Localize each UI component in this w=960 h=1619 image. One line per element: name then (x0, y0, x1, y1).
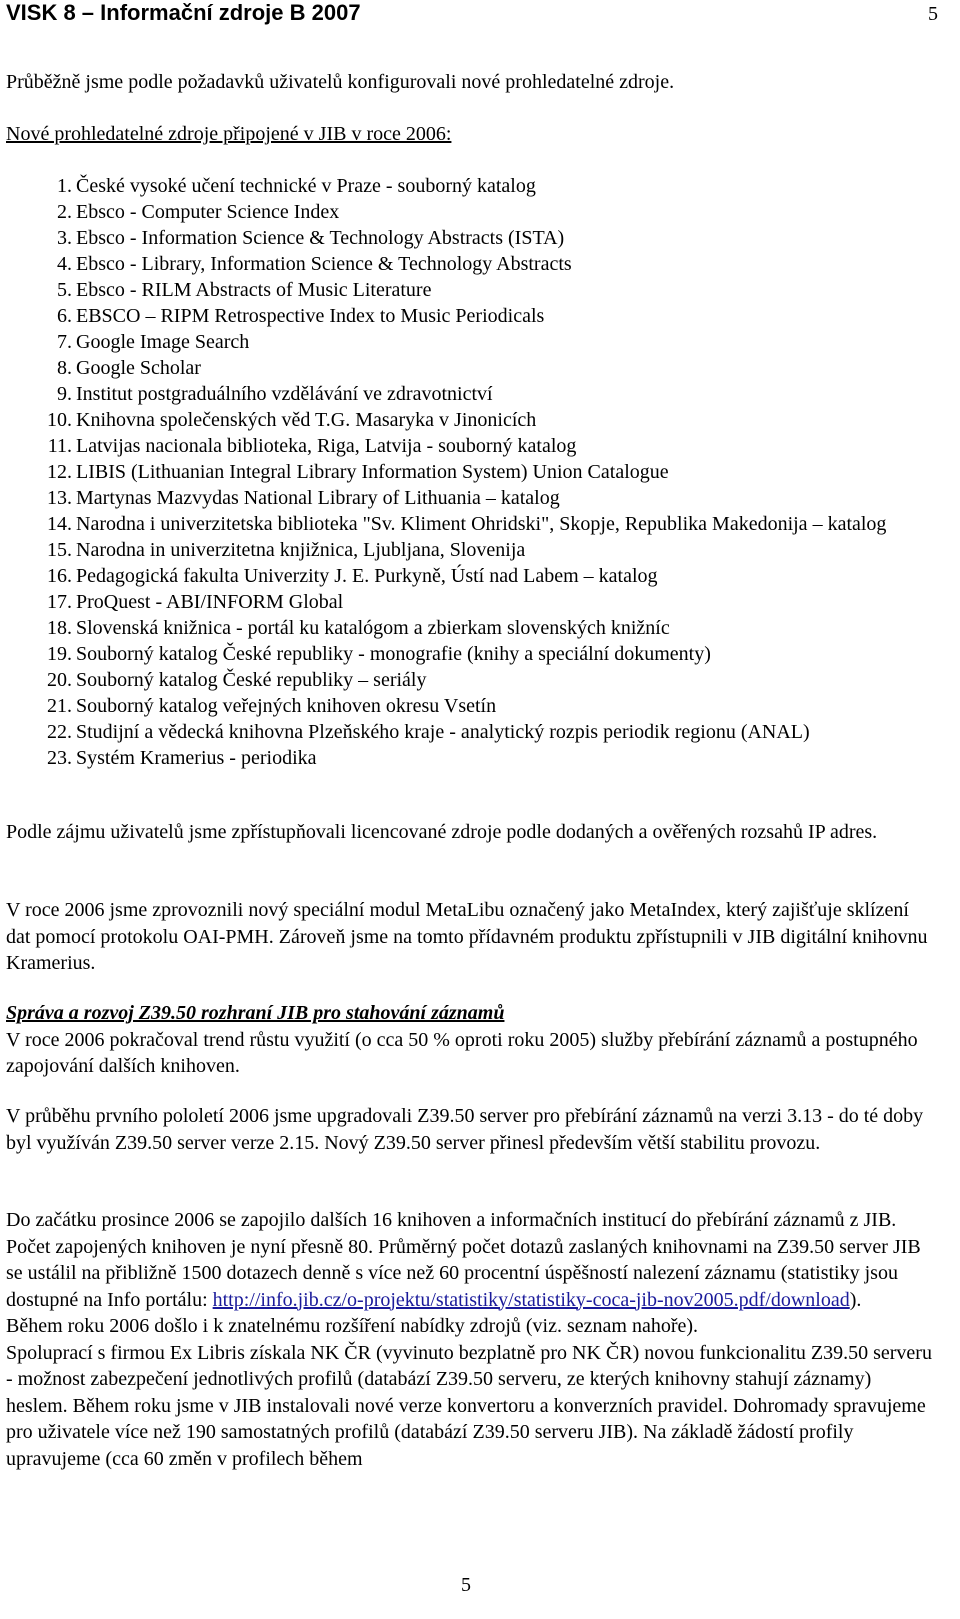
list-heading: Nové prohledatelné zdroje připojené v JIB v roce 2006: (6, 123, 452, 145)
list-item-text: Latvijas nacionala biblioteka, Riga, Latvija - souborný katalog (76, 435, 577, 457)
statistics-block (6, 1207, 936, 1472)
list-item-text: Ebsco - Information Science & Technology Abstracts (ISTA) (76, 227, 565, 249)
trend-paragraph: V roce 2006 pokračoval trend růstu využití (o cca 50 % oproti roku 2005) služby přebírání záznamů a postupného zapojování dalších knihoven. (6, 1028, 918, 1077)
footer-page-number: 5 (461, 1574, 471, 1596)
sources-list (0, 173, 940, 771)
exlibris-paragraph: Spoluprací s firmou Ex Libris získala NK ČR (vyvinuto bezplatně pro NK ČR) novou funkcionalitu Z39.50 serveru - možnost zabezpečení jednotlivých profilů (databází Z39.50 serveru, ze kterých knihovny stahují záznamy) heslem. Během roku jsme v JIB instalovali nové verze konvertoru a konverzních pravidel. Dohromady spravujeme pro uživatele více než 190 samostatných profilů (databází Z39.50 serveru JIB). Na základě žádostí profily upravujeme (cca 60 změn v profilech během (6, 1341, 932, 1470)
list-item-number: 8. (57, 357, 72, 379)
statistics-paragraph (6, 1207, 936, 1313)
list-item-number: 7. (57, 331, 72, 353)
list-item (0, 667, 940, 693)
licensed-sources-paragraph: Podle zájmu uživatelů jsme zpřístupňovali licencované zdroje podle dodaných a ověřených rozsahů IP adres. (6, 821, 878, 843)
list-item-number: 17. (47, 591, 72, 613)
list-item-text: LIBIS (Lithuanian Integral Library Information System) Union Catalogue (76, 461, 669, 483)
list-item-text: Ebsco - Library, Information Science & Technology Abstracts (76, 253, 572, 275)
list-item (0, 433, 940, 459)
list-item-text: Google Image Search (76, 331, 250, 353)
intro-paragraph: Průběžně jsme podle požadavků uživatelů konfigurovali nové prohledatelné zdroje. (6, 71, 675, 93)
list-item (0, 277, 940, 303)
list-item-number: 6. (57, 305, 72, 327)
list-item-number: 15. (47, 539, 72, 561)
list-item (0, 589, 940, 615)
list-item-number: 1. (57, 175, 72, 197)
list-item (0, 511, 940, 537)
list-item-text: Institut postgraduálního vzdělávání ve zdravotnictví (76, 383, 493, 405)
upgrade-paragraph: V průběhu prvního pololetí 2006 jsme upgradovali Z39.50 server pro přebírání záznamů na verzi 3.13 - do té doby byl využíván Z39.50 server verze 2.15. Nový Z39.50 server přinesl především větší stabilitu provozu. (6, 1105, 924, 1154)
expansion-paragraph: Během roku 2006 došlo i k znatelnému rozšíření nabídky zdrojů (viz. seznam nahoře). (6, 1315, 699, 1337)
list-item-text: Google Scholar (76, 357, 201, 379)
list-item (0, 745, 940, 771)
header-title: VISK 8 – Informační zdroje B 2007 (6, 0, 361, 25)
list-item (0, 225, 940, 251)
list-item (0, 459, 940, 485)
statistics-text: Do začátku prosince 2006 se zapojilo dalších 16 knihoven a informačních institucí do přebírání záznamů z JIB. Počet zapojených knihoven je nyní přesně 80. Průměrný počet dotazů zaslaných knihovnami na Z39.50 server JIB se ustálil na přibližně 1500 dotazech denně s více než 60 procentní úspěšností nalezení záznamu (statistiky jsou dostupné na Info portálu: (6, 1209, 921, 1311)
list-item-text: ProQuest - ABI/INFORM Global (76, 591, 344, 613)
list-item-number: 18. (47, 617, 72, 639)
statistics-text-end: ). (849, 1288, 862, 1311)
list-item-number: 2. (57, 201, 72, 223)
list-item-text: Studijní a vědecká knihovna Plzeňského kraje - analytický rozpis periodik regionu (ANAL) (76, 721, 810, 743)
list-item-number: 9. (57, 383, 72, 405)
list-item (0, 329, 940, 355)
list-item-text: EBSCO – RIPM Retrospective Index to Music Periodicals (76, 305, 545, 327)
list-item-number: 11. (47, 435, 72, 457)
list-item (0, 407, 940, 433)
list-item (0, 173, 940, 199)
list-item-number: 10. (47, 409, 72, 431)
list-item-number: 22. (47, 721, 72, 743)
list-item (0, 615, 940, 641)
list-item (0, 303, 940, 329)
statistics-link[interactable]: http://info.jib.cz/o-projektu/statistiky/statistiky-coca-jib-nov2005.pdf/download (212, 1288, 850, 1311)
metaindex-paragraph: V roce 2006 jsme zprovoznili nový speciální modul MetaLibu označený jako MetaIndex, který zajišťuje sklízení dat pomocí protokolu OAI-PMH. Zároveň jsme na tomto přídavném produktu zpřístupnili v JIB digitální knihovnu Kramerius. (6, 899, 928, 974)
list-item-text: Ebsco - RILM Abstracts of Music Literature (76, 279, 432, 301)
list-item-text: Systém Kramerius - periodika (76, 747, 317, 769)
list-item-text: Knihovna společenských věd T.G. Masaryka v Jinonicích (76, 409, 537, 431)
list-item-number: 21. (47, 695, 72, 717)
list-item-number: 3. (57, 227, 72, 249)
header-page-number: 5 (928, 3, 938, 25)
list-item (0, 485, 940, 511)
list-item-text: Narodna i univerzitetska biblioteka "Sv. Kliment Ohridski", Skopje, Republika Makedonija – katalog (76, 513, 887, 535)
section-heading: Správa a rozvoj Z39.50 rozhraní JIB pro stahování záznamů (6, 1002, 505, 1024)
list-item (0, 641, 940, 667)
list-item (0, 693, 940, 719)
list-item (0, 537, 940, 563)
list-item-text: České vysoké učení technické v Praze - souborný katalog (76, 175, 536, 197)
list-item-number: 4. (57, 253, 72, 275)
list-item-text: Pedagogická fakulta Univerzity J. E. Purkyně, Ústí nad Labem – katalog (76, 565, 658, 587)
list-item (0, 719, 940, 745)
list-item-text: Souborný katalog České republiky - monografie (knihy a speciální dokumenty) (76, 643, 711, 665)
list-item-number: 23. (47, 747, 72, 769)
list-item-text: Narodna in univerzitetna knjižnica, Ljubljana, Slovenija (76, 539, 526, 561)
list-item (0, 355, 940, 381)
list-item (0, 381, 940, 407)
list-item-number: 5. (57, 279, 72, 301)
list-item-text: Souborný katalog České republiky – seriály (76, 669, 427, 691)
list-item-text: Ebsco - Computer Science Index (76, 201, 340, 223)
list-item-number: 20. (47, 669, 72, 691)
list-item-number: 12. (47, 461, 72, 483)
list-item-text: Souborný katalog veřejných knihoven okresu Vsetín (76, 695, 497, 717)
list-item (0, 199, 940, 225)
list-item-text: Martynas Mazvydas National Library of Lithuania – katalog (76, 487, 560, 509)
list-item-number: 14. (47, 513, 72, 535)
list-item-number: 13. (47, 487, 72, 509)
list-item (0, 563, 940, 589)
list-item-number: 19. (47, 643, 72, 665)
list-item-text: Slovenská knižnica - portál ku katalógom a zbierkam slovenských knižníc (76, 617, 670, 639)
list-item (0, 251, 940, 277)
list-item-number: 16. (47, 565, 72, 587)
